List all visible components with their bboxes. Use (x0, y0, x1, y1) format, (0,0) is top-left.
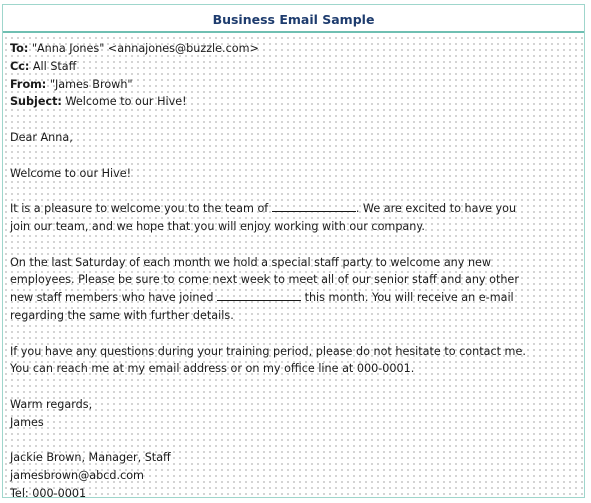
spacer (10, 147, 580, 165)
to-line (10, 40, 580, 58)
closing: Warm regards, (10, 397, 93, 411)
signature-name: Jackie Brown, Manager, Staff (10, 451, 171, 465)
para1-text-a: It is a pleasure to welcome you to the team of (10, 202, 269, 216)
closing-name: James (10, 415, 44, 429)
paragraph-2-line-4: regarding the same with further details. (10, 308, 234, 322)
company-name-blank (272, 202, 356, 212)
paragraph-1-line-2: join our team, and we hope that you will enjoy working with our company. (10, 219, 425, 233)
paragraph-2-line-2: employees. Please be sure to come next week to meet all of our senior staff and any other (10, 273, 519, 287)
para2-text-b: this month. You will receive an e-mail (304, 291, 514, 305)
month-blank (217, 291, 301, 301)
paragraph-3-line-1: If you have any questions during your training period, please do not hesitate to contact me. (10, 344, 526, 358)
spacer (10, 432, 580, 450)
intro-line: Welcome to our Hive! (10, 166, 132, 180)
spacer (10, 111, 580, 129)
title-bar (3, 5, 584, 33)
subject-line (10, 93, 580, 111)
greeting: Dear Anna, (10, 130, 73, 144)
spacer (10, 182, 580, 200)
email-content (10, 40, 580, 503)
from-value: "James Browh" (49, 77, 133, 91)
spacer (10, 325, 580, 343)
paragraph-1-line-1 (10, 200, 580, 218)
cc-line (10, 58, 580, 76)
paragraph-2-line-1: On the last Saturday of each month we hold a special staff party to welcome any new (10, 255, 492, 269)
paragraph-2-line-3 (10, 289, 580, 307)
para2-text-a: new staff members who have joined (10, 291, 214, 305)
spacer (10, 236, 580, 254)
subject-label: Subject: (10, 95, 62, 109)
cc-label: Cc: (10, 59, 30, 73)
signature-phone: Tel: 000-0001 (10, 486, 87, 500)
spacer (10, 378, 580, 396)
to-label: To: (10, 42, 29, 55)
subject-value: Welcome to our Hive! (65, 95, 187, 109)
paragraph-3-line-2: You can reach me at my email address or on my office line at 000-0001. (10, 362, 415, 376)
from-line (10, 76, 580, 94)
signature-email: jamesbrown@abcd.com (10, 469, 144, 483)
from-label: From: (10, 77, 47, 91)
cc-value: All Staff (32, 59, 77, 73)
to-value: "Anna Jones" <annajones@buzzle.com> (31, 42, 259, 55)
page-title: Business Email Sample (212, 12, 375, 27)
para1-text-b: . We are excited to have you (355, 202, 517, 216)
